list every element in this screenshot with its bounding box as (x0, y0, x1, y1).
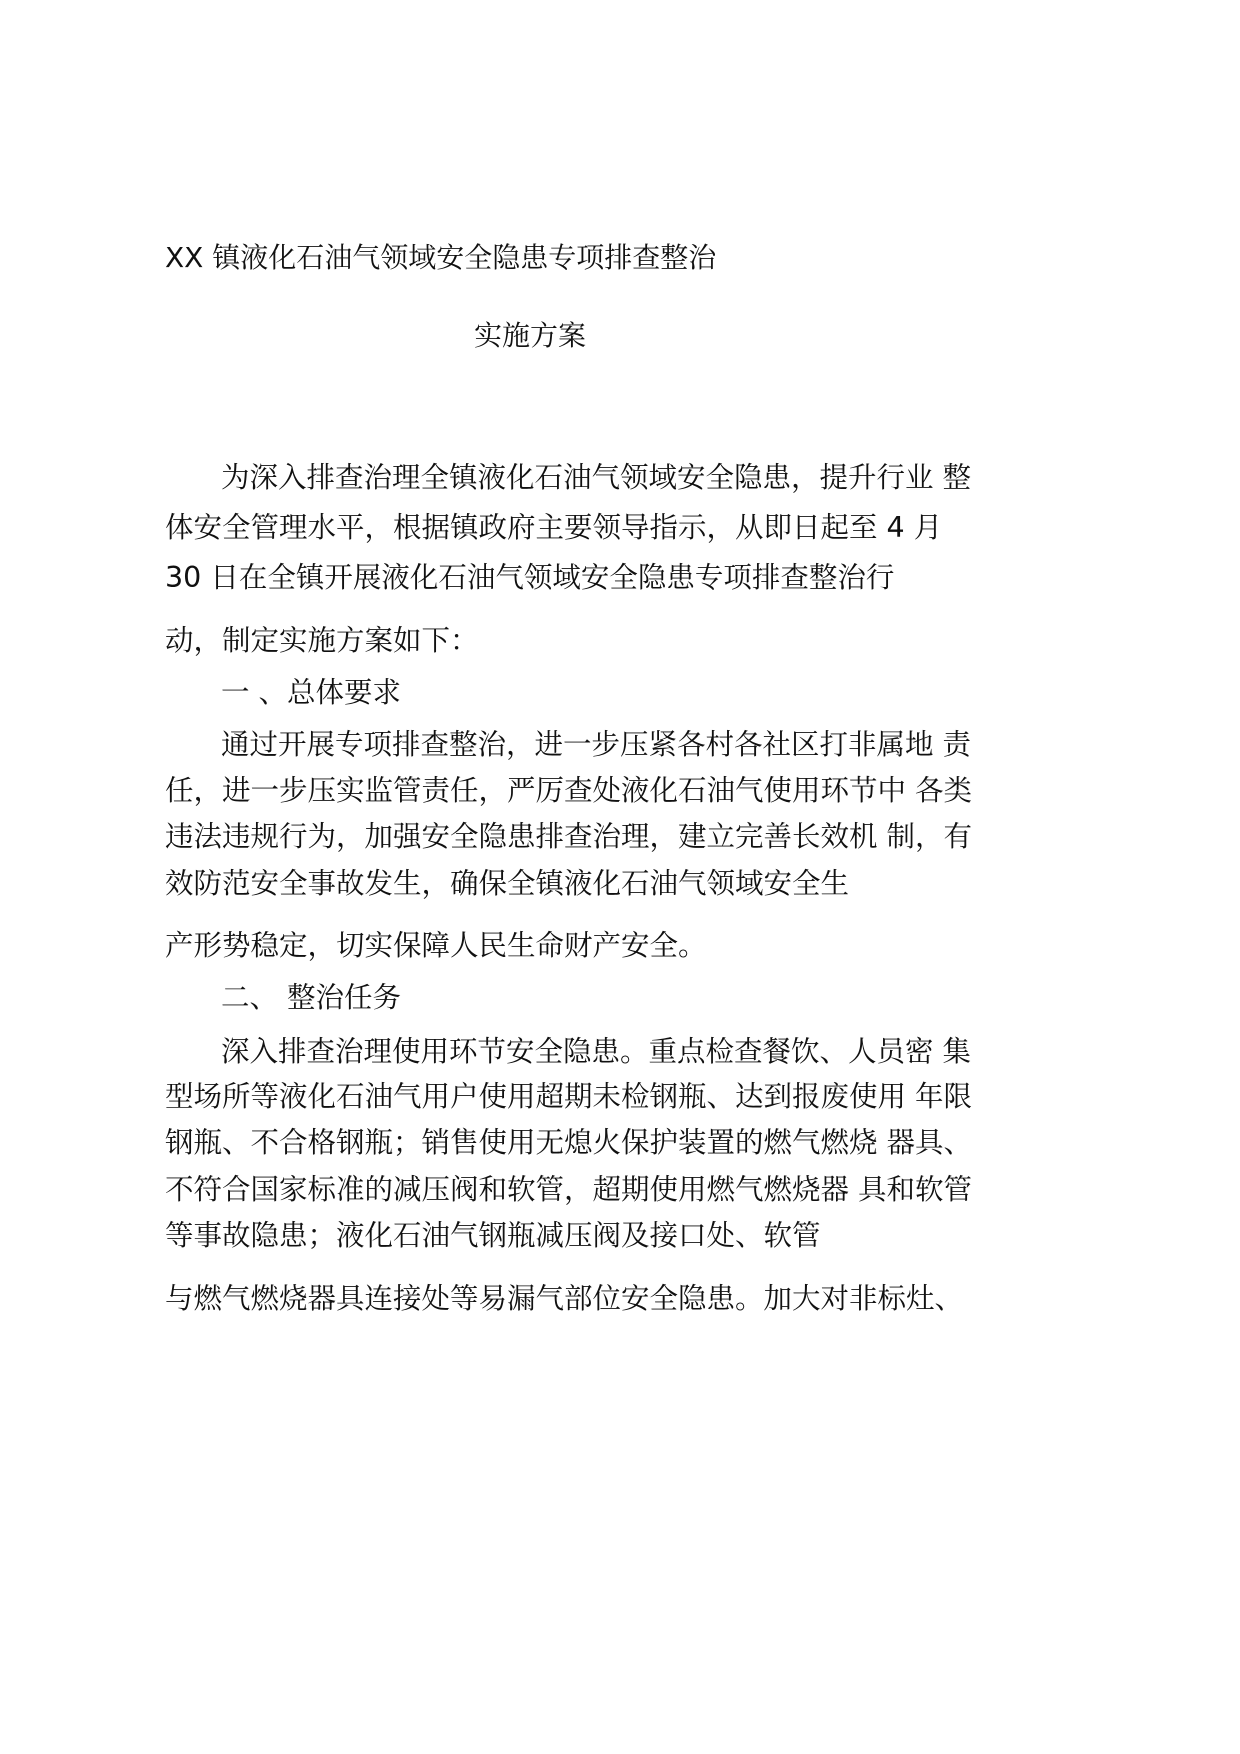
section-1-paragraph-line: 产形势稳定，切实保障人民生命财产安全。 (165, 929, 707, 962)
section-1-paragraph-line: 通过开展专项排查整治，进一步压紧各村各社区打非属地 责 (221, 728, 972, 761)
section-1-paragraph-line: 效防范安全事故发生，确保全镇液化石油气领域安全生 (165, 867, 850, 900)
document-title-line-2: 实施方案 (474, 319, 587, 352)
section-2-heading: 二、 整治任务 (221, 981, 402, 1014)
section-2-paragraph-line: 与燃气燃烧器具连接处等易漏气部位安全隐患。加大对非标灶、 (165, 1282, 964, 1315)
section-1-paragraph-line: 违法违规行为，加强安全隐患排查治理，建立完善长效机 制，有 (165, 820, 973, 853)
intro-paragraph-line: 动，制定实施方案如下： (165, 624, 479, 657)
section-1-paragraph-line: 任，进一步压实监管责任，严厉查处液化石油气使用环节中 各类 (165, 774, 973, 807)
intro-paragraph-line: 为深入排查治理全镇液化石油气领域安全隐患，提升行业 整 (221, 461, 972, 494)
section-2-paragraph-line: 等事故隐患；液化石油气钢瓶减压阀及接口处、软管 (165, 1219, 821, 1252)
intro-paragraph-line: 体安全管理水平，根据镇政府主要领导指示，从即日起至 4 月 (165, 511, 943, 544)
section-2-paragraph-line: 钢瓶、不合格钢瓶；销售使用无熄火保护装置的燃气燃烧 器具、 (165, 1126, 973, 1159)
section-1-heading: 一 、总体要求 (221, 676, 402, 709)
section-2-paragraph-line: 深入排查治理使用环节安全隐患。重点检查餐饮、人员密 集 (221, 1035, 972, 1068)
intro-paragraph-line: 30 日在全镇开展液化石油气领域安全隐患专项排查整治行 (165, 561, 895, 594)
section-2-paragraph-line: 不符合国家标准的减压阀和软管，超期使用燃气燃烧器 具和软管 (165, 1173, 973, 1206)
section-2-paragraph-line: 型场所等液化石油气用户使用超期未检钢瓶、达到报废使用 年限 (165, 1080, 973, 1113)
document-title-line-1: XX 镇液化石油气领域安全隐患专项排查整治 (165, 241, 717, 274)
